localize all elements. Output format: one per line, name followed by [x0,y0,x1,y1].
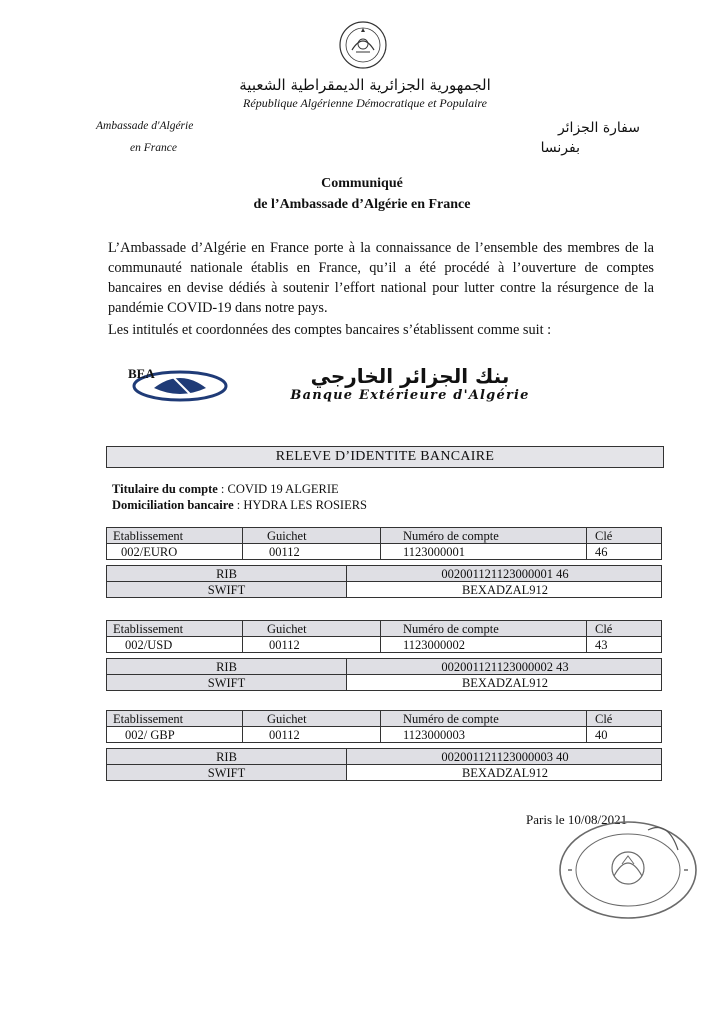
col-etablissement: Etablissement [107,621,243,636]
swift-label: SWIFT [107,765,347,780]
account-data-row [106,726,662,743]
embassy-name-french-line2: en France [130,142,177,154]
rib-title: RELEVE D’IDENTITE BANCAIRE [106,446,664,468]
col-etablissement: Etablissement [107,528,243,543]
col-cle: Clé [595,529,613,543]
communique-title: Communiqué [321,176,403,191]
col-numero: Numéro de compte [381,528,587,543]
account-header-row [106,710,662,727]
guichet-value: 00112 [243,637,381,652]
rib-label: RIB [107,566,347,581]
cle-value: 46 [595,545,608,559]
bea-logo-text: BEA [128,366,155,381]
body-paragraph: L’Ambassade d’Algérie en France porte à la connaissance de l’ensemble des membres de la communauté nationale établis en France, qu’il a été procédé à l’ouverture de comptes bancaires en devise dédiés à soutenir l’effort national pour lutter contre la résurgence de la pandémie COVID-19 dans notre pays. [108,240,654,316]
swift-value: BEXADZAL912 [461,766,549,780]
bank-domiciliation [112,498,367,513]
col-numero: Numéro de compte [381,711,587,726]
account-header-row [106,620,662,637]
communique-subtitle: de l’Ambassade d’Algérie en France [253,197,471,212]
rib-value: 002001121123000003 40 [441,750,569,764]
col-numero: Numéro de compte [381,621,587,636]
swift-label: SWIFT [107,675,347,690]
swift-value: BEXADZAL912 [461,676,549,690]
col-guichet: Guichet [243,528,381,543]
embassy-stamp [548,810,698,920]
col-cle: Clé [595,712,613,726]
col-etablissement: Etablissement [107,711,243,726]
swift-label: SWIFT [107,582,347,597]
numero-value: 1123000001 [381,544,587,559]
domiciliation-label: Domiciliation bancaire [112,498,234,512]
swift-value: BEXADZAL912 [461,583,549,597]
rib-row [106,658,662,675]
cle-value: 43 [595,638,608,652]
rib-value: 002001121123000002 43 [441,660,569,674]
rib-value: 002001121123000001 46 [441,567,569,581]
account-holder [112,482,339,497]
col-guichet: Guichet [243,621,381,636]
body-paragraph-intro: Les intitulés et coordonnées des comptes bancaires s’établissent comme suit : [108,322,552,338]
cle-value: 40 [595,728,608,742]
numero-value: 1123000002 [381,637,587,652]
rib-label: RIB [107,749,347,764]
etablissement-value: 002/USD [107,637,243,652]
swift-row [106,674,662,691]
col-cle: Clé [595,622,613,636]
numero-value: 1123000003 [381,727,587,742]
national-emblem-seal [338,20,388,70]
col-guichet: Guichet [243,711,381,726]
embassy-name-arabic-line2: بفرنسا [540,140,580,156]
account-data-row [106,636,662,653]
republic-name-french: République Algérienne Démocratique et Populaire [243,96,487,110]
domiciliation-value: : HYDRA LES ROSIERS [233,498,367,512]
swift-row [106,581,662,598]
embassy-name-french-line1: Ambassade d'Algérie [96,120,194,132]
rib-row [106,565,662,582]
rib-row [106,748,662,765]
rib-label: RIB [107,659,347,674]
bea-logo [124,364,234,404]
place-and-date: Paris le 10/08/2021 [526,812,628,827]
embassy-name-arabic-line1: سفارة الجزائر [557,120,640,136]
account-holder-value: : COVID 19 ALGERIE [217,482,339,496]
guichet-value: 00112 [243,544,381,559]
etablissement-value: 002/EURO [107,544,243,559]
swift-row [106,764,662,781]
account-data-row [106,543,662,560]
republic-name-arabic: الجمهورية الجزائرية الديمقراطية الشعبية [239,76,491,94]
account-holder-label: Titulaire du compte [112,482,218,496]
bank-name-french: Banque Extérieure d'Algérie [290,388,530,403]
etablissement-value: 002/ GBP [107,727,243,742]
account-header-row [106,527,662,544]
bank-name-arabic: بنك الجزائر الخارجي [310,364,510,388]
guichet-value: 00112 [243,727,381,742]
